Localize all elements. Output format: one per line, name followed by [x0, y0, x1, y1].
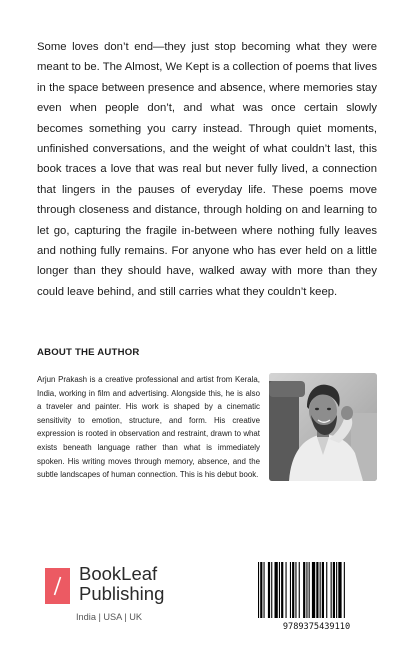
bookleaf-logo-mark: [45, 568, 70, 604]
publisher-logo: [45, 562, 205, 632]
author-bio: Arjun Prakash is a creative professional and artist from Kerala, India, working in film and advertising. Alongside this, he is also a traveler and painter. His work is shaped by a cinematic sensitivity to emotion, structure, and form. His creative expression is rooted in observation and restraint, drawn to what exists beneath language rather than what is immediately spoken. His writing moves through memory, absence, and the subtle landscapes of human connection. This is his debut book.: [37, 375, 260, 480]
publisher-name-line2: Publishing: [79, 583, 165, 604]
publisher-regions: India | USA | UK: [76, 612, 143, 622]
back-cover-blurb: Some loves don’t end—they just stop becoming what they were meant to be. The Almost, We Kept is a collection of poems that lives in the space between presence and absence, where memories stay even when people don’t, and what was once certain slowly becomes something you carry instead. Through quiet moments, unfinished conversations, and the weight of what couldn’t last, this book traces a love that was real but never fully lived, a connection that lingers in the pauses of everyday life. These poems move through closeness and distance, through holding on and learning to let go, capturing the fragile in-between where nothing fully leaves and nothing fully remains. For anyone who has ever held on a little longer than they should have, walked away with more than they could leave behind, and still carries what they couldn’t keep.: [37, 41, 377, 298]
about-author-heading: ABOUT THE AUTHOR: [37, 347, 140, 358]
publisher-name-line1: BookLeaf: [79, 563, 158, 584]
isbn-number: 9789375439110: [282, 622, 351, 632]
barcode-bars: [256, 560, 377, 620]
author-photo: [269, 373, 377, 481]
isbn-barcode: [256, 560, 377, 636]
publisher-name: [79, 564, 164, 604]
